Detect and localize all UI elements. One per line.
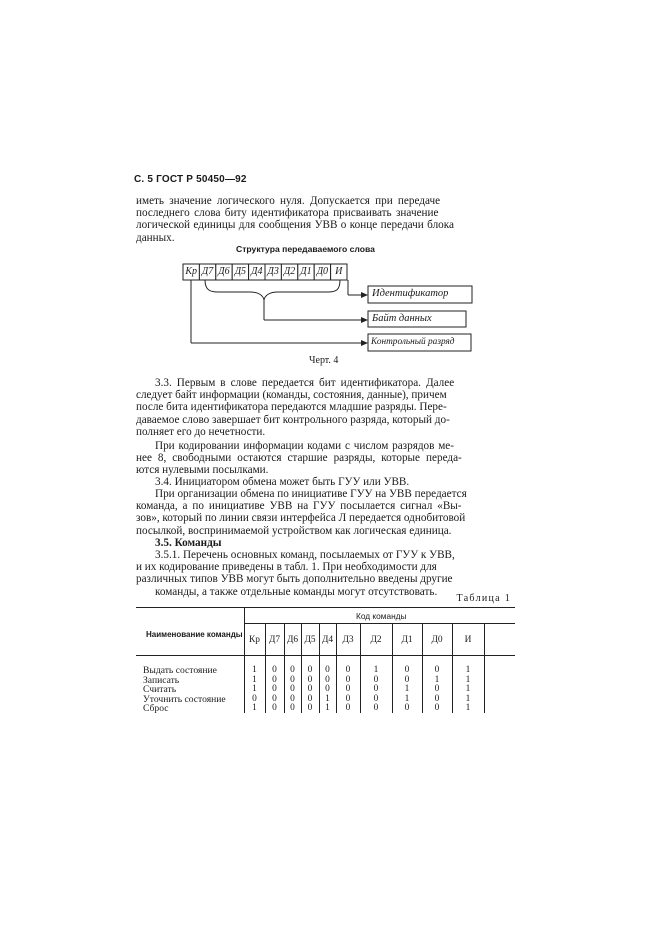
- bit-label: Д6: [218, 266, 230, 277]
- bit-label: Д5: [234, 266, 247, 277]
- table-column-header: Д6: [286, 635, 299, 645]
- section-3-3-b: [136, 440, 512, 477]
- table-cell: 0: [272, 703, 277, 714]
- table-column-header: Д1: [401, 635, 413, 645]
- table-column-header: Д7: [268, 635, 281, 645]
- intro-paragraph: [136, 195, 512, 244]
- bit-label: И: [335, 266, 343, 277]
- table-cell: 1: [434, 674, 440, 685]
- text-line: 3.3. Первым в слове передается бит идентификатора. Далее: [155, 377, 455, 389]
- table-cell: 0: [325, 674, 330, 685]
- table-cell: 0: [434, 693, 440, 704]
- text-line: и их кодирование приведены в табл. 1. При необходимости для: [136, 561, 437, 574]
- text-line: посылкой, воспринимаемой устройством как логическая единица.: [136, 524, 452, 537]
- text-line: команды, а также отдельные команды могут отсутствовать.: [155, 585, 438, 598]
- text-line: после бита идентификатора передаются младшие разряды. Пере-: [136, 401, 447, 414]
- text-line: ются нулевыми посылками.: [136, 464, 269, 477]
- table-column-header: Д0: [431, 635, 443, 645]
- data-byte-brace: [205, 280, 340, 300]
- table-cell: 0: [373, 703, 379, 714]
- text-line: команда, а по инициативе УВВ на ГУУ посылается сигнал «Вы-: [136, 500, 462, 513]
- table-cell: 1: [252, 684, 257, 695]
- table-cell: 1: [404, 693, 410, 704]
- table-row-name: Считать: [143, 684, 177, 696]
- bit-label: Д0: [316, 266, 329, 277]
- table-cell: 0: [345, 674, 351, 685]
- table-cell: 1: [465, 693, 471, 704]
- text-line: 3.5.1. Перечень основных команд, посылаемых от ГУУ к УВВ,: [155, 549, 455, 561]
- table-header-rule: [136, 655, 515, 656]
- table-cell: 0: [290, 703, 295, 714]
- table-cell: 0: [290, 665, 295, 675]
- parity-label: Контрольный разряд: [371, 337, 455, 347]
- bit-label: Кр: [185, 266, 198, 277]
- table-column-header: И: [464, 635, 472, 645]
- table-cell: 1: [252, 665, 257, 675]
- figure-caption: Черт. 4: [309, 355, 339, 366]
- text-line: При организации обмена по инициативе ГУУ на УВВ передается: [155, 488, 467, 500]
- table-row-name: Сброс: [143, 703, 169, 715]
- table-cell: 0: [325, 665, 330, 675]
- text-line: даваемое слово завершает бит контрольного разряда, который до-: [136, 413, 450, 426]
- table-cell: 1: [465, 684, 471, 695]
- table-cell: 1: [252, 674, 257, 685]
- text-line: следует байт информации (команды, состояния, данные), причем: [136, 389, 447, 402]
- table-cell: 1: [404, 684, 410, 695]
- table-row-name: Уточнить состояние: [143, 693, 226, 705]
- identifier-label: Идентификатор: [372, 288, 449, 299]
- table-column-header: Д5: [304, 635, 316, 645]
- table-cell: 0: [272, 665, 277, 675]
- section-3-4-b: [136, 488, 512, 537]
- table-cell: 0: [290, 674, 295, 685]
- table-cell: 0: [345, 703, 351, 714]
- table-cell: 0: [404, 703, 410, 714]
- arrow-head: [361, 292, 368, 298]
- table-cell: 0: [404, 665, 410, 675]
- bit-label: Д1: [300, 266, 312, 277]
- table-cell: 0: [307, 665, 313, 675]
- table-cell: 0: [252, 693, 257, 704]
- table-cell: 1: [252, 703, 257, 714]
- table-cell: 0: [404, 674, 410, 685]
- bit-label: Д4: [251, 266, 263, 277]
- table-cell: 0: [307, 693, 313, 704]
- table-column-header: Д4: [321, 635, 334, 645]
- word-structure-figure: [180, 262, 480, 354]
- table-cell: 1: [465, 703, 471, 714]
- table-cell: 0: [307, 703, 313, 714]
- text-line: иметь значение логического нуля. Допускается при передаче: [136, 195, 441, 207]
- figure-title: Структура передаваемого слова: [236, 244, 375, 254]
- table-name-header: Наименование команды: [146, 630, 243, 639]
- table-cell: 0: [345, 665, 351, 675]
- table-cell: 1: [465, 674, 471, 685]
- table-column-header: Д2: [370, 635, 382, 645]
- table-cell: 0: [345, 684, 351, 695]
- table-cell: 0: [434, 665, 440, 675]
- table-cell: 1: [325, 703, 330, 714]
- text-line: данных.: [136, 231, 175, 244]
- bit-label: Д2: [283, 266, 296, 277]
- table-cell: 0: [373, 684, 379, 695]
- table-cell: 0: [290, 693, 295, 704]
- text-line: последнего слова биту идентификатора присваивать значение: [136, 207, 439, 220]
- text-line: нее 8, свободными остаются старшие разряды, которые переда-: [136, 452, 462, 465]
- table-cell: 0: [345, 693, 351, 704]
- text-line: При кодировании информации кодами с числом разрядов ме-: [155, 440, 454, 452]
- table-group-header: Код команды: [356, 611, 407, 621]
- arrow-head: [361, 340, 368, 346]
- table-top-rule: [136, 607, 515, 608]
- table-cell: 0: [272, 693, 277, 704]
- table-cell: 0: [272, 684, 277, 695]
- section-3-3: [136, 377, 512, 438]
- arrow-head: [361, 317, 368, 323]
- text-line: 3.5. Команды: [155, 537, 222, 549]
- section-3-4: [136, 476, 512, 488]
- table-row-name: Выдать состояние: [143, 665, 217, 676]
- table-cell: 0: [272, 674, 277, 685]
- table-cell: 1: [465, 665, 471, 675]
- data-byte-label: Байт данных: [372, 313, 432, 324]
- table-label: Таблица 1: [456, 593, 511, 604]
- table-cell: 1: [325, 693, 330, 704]
- table-column-divider: [484, 623, 485, 713]
- page-header: С. 5 ГОСТ Р 50450—92: [134, 174, 247, 185]
- table-column-header: Д3: [342, 635, 354, 645]
- table-row-name: Записать: [143, 674, 180, 686]
- section-3-5-heading: [136, 537, 512, 549]
- table-cell: 0: [325, 684, 330, 695]
- table-cell: 0: [434, 703, 440, 714]
- bit-label: Д7: [201, 266, 214, 277]
- text-line: зов», который по линии связи интерфейса Л передается однобитовой: [136, 512, 466, 525]
- table-cell: 0: [373, 674, 379, 685]
- text-line: 3.4. Инициатором обмена может быть ГУУ или УВВ.: [155, 476, 410, 488]
- bit-label: Д3: [267, 266, 279, 277]
- table-cell: 0: [434, 684, 440, 695]
- table-cell: 1: [373, 665, 379, 675]
- table-cell: 0: [373, 693, 379, 704]
- text-line: логической единицы для сообщения УВВ о конце передачи блока: [136, 219, 454, 232]
- table-column-header: Кр: [249, 635, 260, 645]
- table-cell: 0: [290, 684, 295, 695]
- table-cell: 0: [307, 674, 313, 685]
- section-3-5-1: [136, 549, 512, 598]
- table-cell: 0: [307, 684, 313, 695]
- text-line: различных типов УВВ могут быть дополнительно введены другие: [136, 573, 453, 586]
- text-line: полняет его до нечетности.: [136, 425, 266, 438]
